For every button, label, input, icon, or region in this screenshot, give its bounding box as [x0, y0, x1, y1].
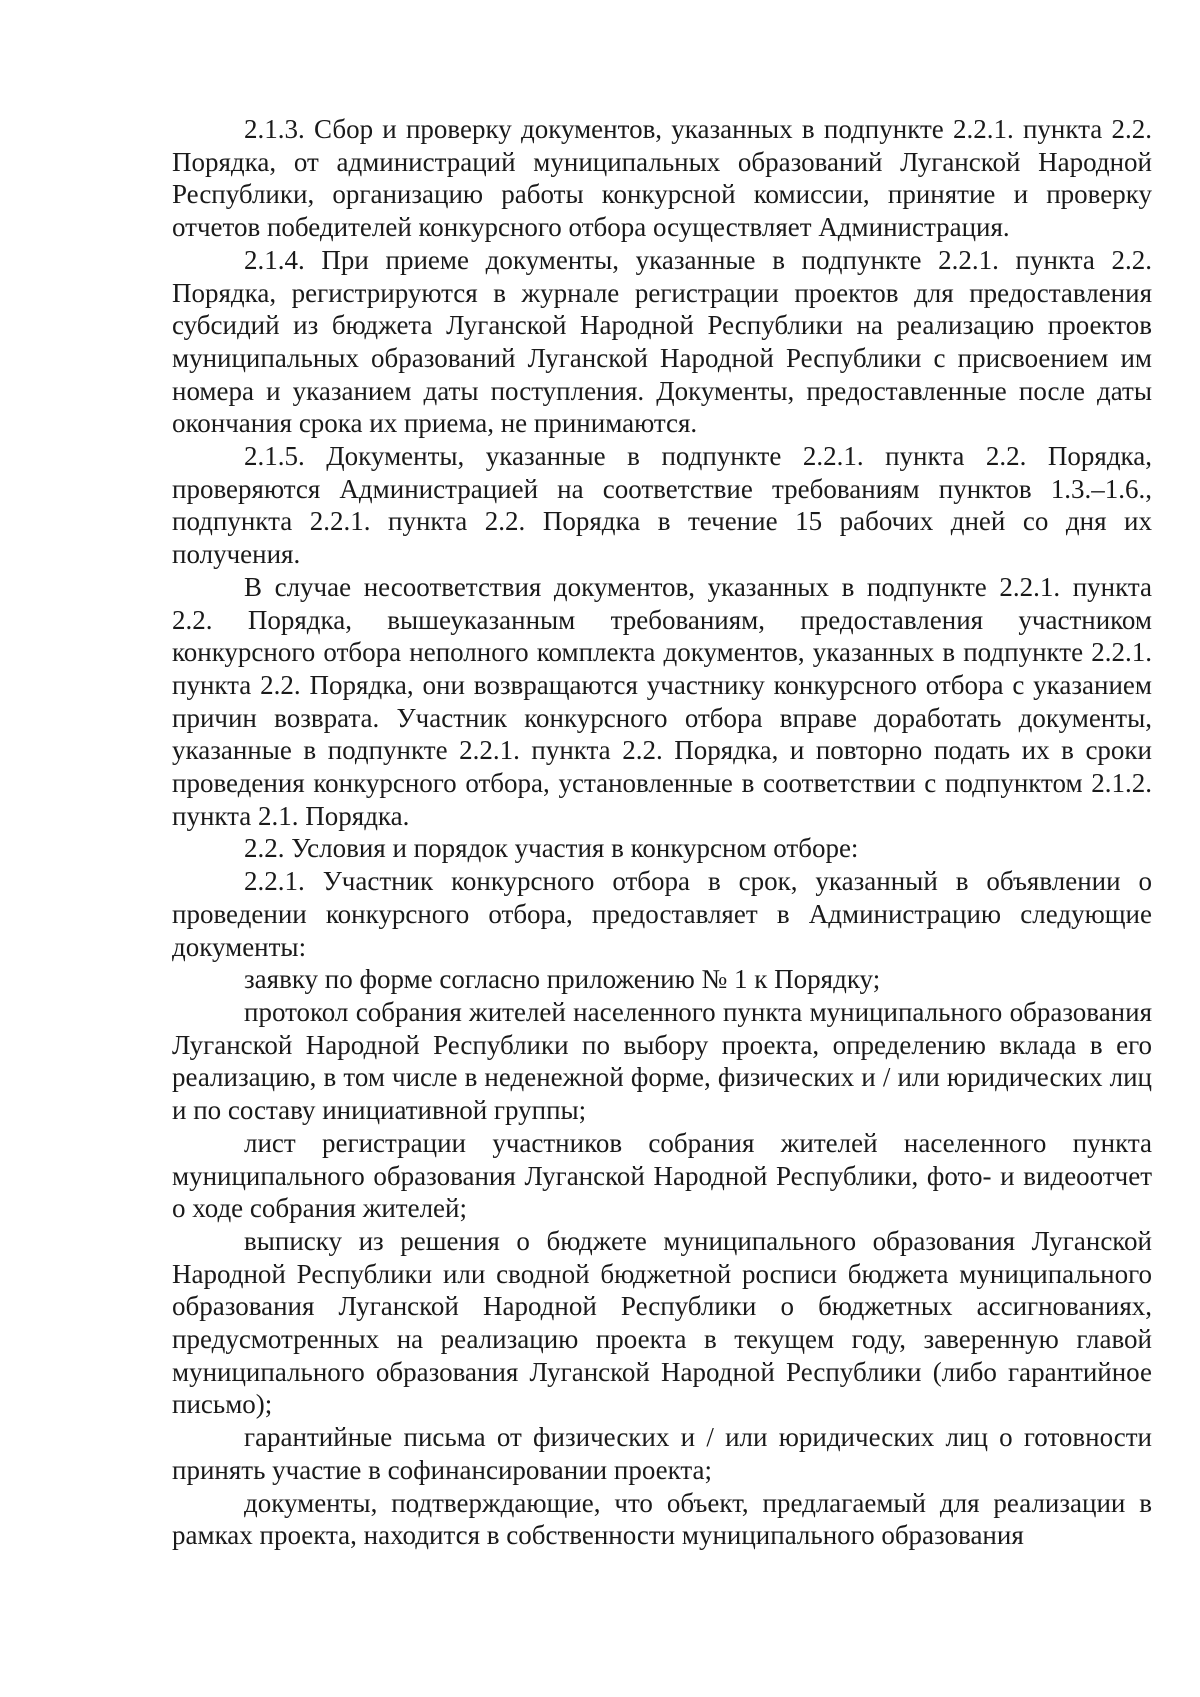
- list-item-guarantee-letters: гарантийные письма от физических и / или юридических лиц о готовности принять участие в софинансировании проекта;: [172, 1422, 1152, 1485]
- paragraph-2-2: 2.2. Условия и порядок участия в конкурсном отборе:: [244, 833, 859, 864]
- paragraph-noncompliance: В случае несоответствия документов, указанных в подпункте 2.2.1. пункта 2.2. Порядка, вышеуказанным требованиям, предоставления участником конкурсного отбора неполного комплекта документов, указанных в подпункте 2.2.1. пункта 2.2. Порядка, они возвращаются участнику конкурсного отбора с указанием причин возврата. Участник конкурсного отбора вправе доработать документы, указанные в подпункте 2.2.1. пункта 2.2. Порядка, и повторно подать их в сроки проведения конкурсного отбора, установленные в соответствии с подпунктом 2.1.2. пункта 2.1. Порядка.: [172, 571, 1152, 831]
- list-item-application: заявку по форме согласно приложению № 1 к Порядку;: [244, 964, 881, 995]
- document-page: [172, 113, 1152, 1552]
- paragraph-2-2-1: 2.2.1. Участник конкурсного отбора в срок, указанный в объявлении о проведении конкурсного отбора, предоставляет в Администрацию следующие документы:: [172, 866, 1152, 962]
- paragraph-2-1-4: 2.1.4. При приеме документы, указанные в подпункте 2.2.1. пункта 2.2. Порядка, регистрируются в журнале регистрации проектов для предоставления субсидий из бюджета Луганской Народной Республики на реализацию проектов муниципальных образований Луганской Народной Республики с присвоением им номера и указанием даты поступления. Документы, предоставленные после даты окончания срока их приема, не принимаются.: [172, 244, 1152, 439]
- list-item-ownership-documents: документы, подтверждающие, что объект, предлагаемый для реализации в рамках проекта, находится в собственности муниципального образования: [172, 1487, 1152, 1551]
- list-item-registration-sheet: лист регистрации участников собрания жителей населенного пункта муниципального образования Луганской Народной Республики, фото- и видеоотчет о ходе собрания жителей;: [172, 1127, 1152, 1224]
- paragraph-2-1-3: 2.1.3. Сбор и проверку документов, указанных в подпункте 2.2.1. пункта 2.2. Порядка, от администраций муниципальных образований Луганской Народной Республики, организацию работы конкурсной комиссии, принятие и проверку отчетов победителей конкурсного отбора осуществляет Администрация.: [172, 114, 1152, 243]
- list-item-meeting-protocol: протокол собрания жителей населенного пункта муниципального образования Луганской Народной Республики по выбору проекта, определению вклада в его реализацию, в том числе в неденежной форме, физических и / или юридических лиц и по составу инициативной группы;: [172, 996, 1152, 1126]
- list-item-budget-extract: выписку из решения о бюджете муниципального образования Луганской Народной Республики или сводной бюджетной росписи бюджета муниципального образования Луганской Народной Республики о бюджетных ассигнованиях, предусмотренных на реализацию проекта в текущем году, заверенную главой муниципального образования Луганской Народной Республики (либо гарантийное письмо);: [172, 1225, 1152, 1420]
- paragraph-2-1-5: 2.1.5. Документы, указанные в подпункте 2.2.1. пункта 2.2. Порядка, проверяются Администрацией на соответствие требованиям пунктов 1.3.–1.6., подпункта 2.2.1. пункта 2.2. Порядка в течение 15 рабочих дней со дня их получения.: [172, 441, 1152, 570]
